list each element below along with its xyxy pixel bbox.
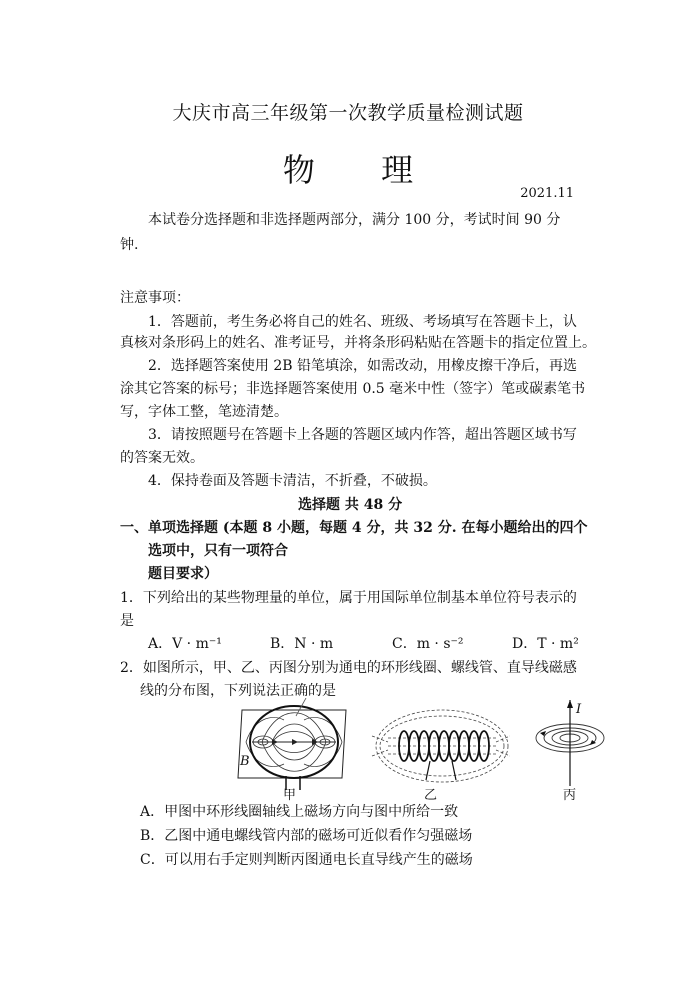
- notice-line: 写，字体工整，笔迹清楚。: [120, 404, 288, 420]
- exam-title: 大庆市高三年级第一次教学质量检测试题: [172, 102, 524, 124]
- notice-line: 2．选择题答案使用 2B 铅笔填涂，如需改动，用橡皮擦干净后，再选: [148, 358, 578, 374]
- question-1-option-b: B．N · m: [270, 636, 334, 652]
- question-2-stem: 线的分布图，下列说法正确的是: [140, 683, 336, 699]
- figure-label-bing: 丙: [563, 788, 577, 803]
- intro-line-1: 本试卷分选择题和非选择题两部分，满分 100 分，考试时间 90 分: [148, 212, 561, 228]
- figure-label-yi: 乙: [424, 788, 438, 803]
- question-1-stem: 是: [120, 613, 134, 629]
- question-1-stem: 1．下列给出的某些物理量的单位，属于用国际单位制基本单位符号表示的: [120, 590, 577, 606]
- exam-date: 2021.11: [520, 186, 574, 201]
- section-title: 选择题 共 48 分: [298, 497, 403, 513]
- question-1-option-d: D．T · m²: [512, 636, 579, 652]
- notice-line: 的答案无效。: [120, 450, 204, 466]
- figure-solenoid: [370, 708, 510, 788]
- question-2-stem: 2．如图所示，甲、乙、丙图分别为通电的环形线圈、螺线管、直导线磁感: [120, 660, 577, 676]
- question-2-option-a: A．甲图中环形线圈轴线上磁场方向与图中所给一致: [140, 804, 459, 820]
- question-2-option-b: B．乙图中通电螺线管内部的磁场可近似看作匀强磁场: [140, 828, 473, 844]
- subject-title: 物 理: [282, 151, 442, 189]
- figure-ring-coil: [232, 698, 354, 798]
- field-label-b: B: [240, 754, 250, 769]
- part-heading: 题目要求）: [148, 566, 218, 582]
- question-2-option-c: C．可以用右手定则判断丙图通电长直导线产生的磁场: [140, 852, 473, 868]
- ring-coil-diagram: [232, 698, 354, 798]
- question-1-option-c: C．m · s⁻²: [392, 636, 464, 652]
- part-heading: 一、单项选择题 (本题 8 小题，每题 4 分，共 32 分. 在每小题给出的四个: [120, 520, 588, 536]
- figure-straight-wire: [530, 698, 610, 788]
- notice-line: 1．答题前，考生务必将自己的姓名、班级、考场填写在答题卡上，认: [148, 314, 577, 330]
- intro-line-2: 钟.: [120, 237, 139, 253]
- notice-line: 4．保持卷面及答题卡清洁，不折叠，不破损。: [148, 473, 437, 489]
- part-heading: 选项中，只有一项符合: [148, 543, 288, 559]
- figure-label-jia: 甲: [283, 788, 297, 803]
- current-label-i: I: [576, 702, 582, 717]
- notice-line: 真核对条形码上的姓名、准考证号，并将条形码粘贴在答题卡的指定位置上。: [120, 335, 596, 351]
- notice-line: 3．请按照题号在答题卡上各题的答题区域内作答，超出答题区域书写: [148, 427, 577, 443]
- straight-wire-diagram: [530, 698, 610, 788]
- solenoid-diagram: [370, 708, 510, 788]
- question-1-option-a: A．V · m⁻¹: [148, 636, 222, 652]
- notice-heading: 注意事项：: [120, 290, 190, 306]
- notice-line: 涂其它答案的标号；非选择题答案使用 0.5 毫米中性（签字）笔或碳素笔书: [120, 381, 586, 397]
